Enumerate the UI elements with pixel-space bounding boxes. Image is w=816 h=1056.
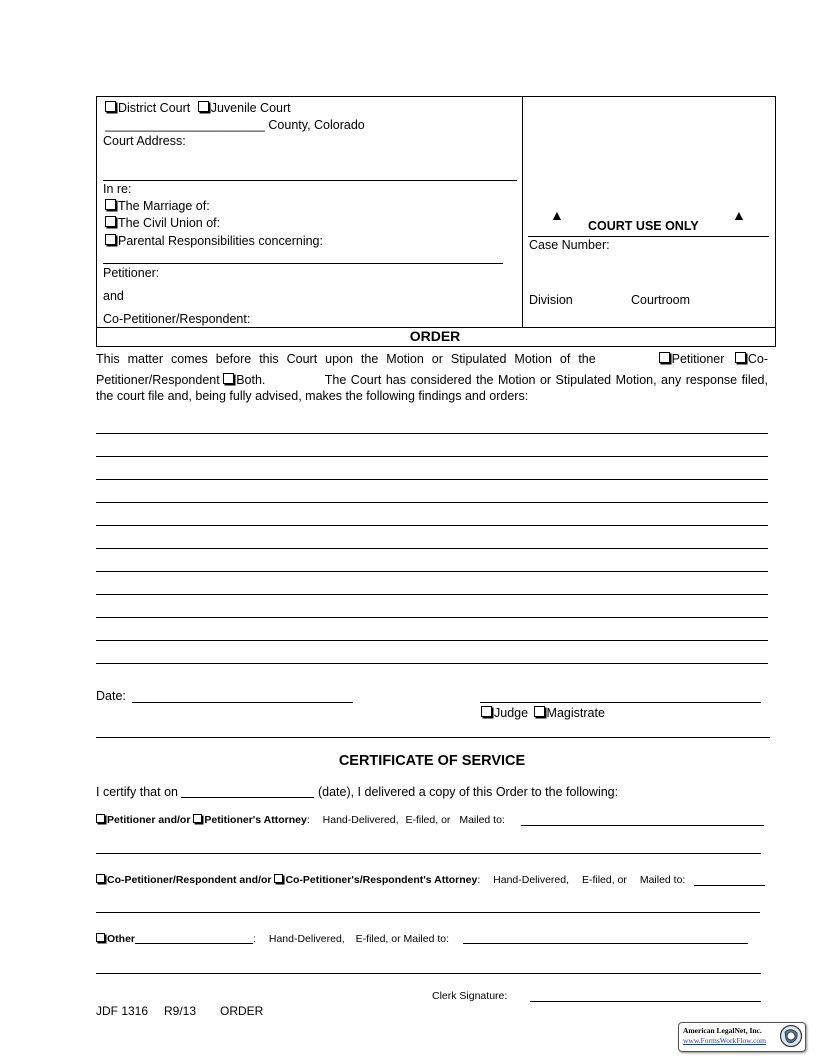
co-petitioner-attorney-checkbox[interactable] bbox=[274, 874, 283, 883]
findings-line[interactable] bbox=[96, 548, 768, 549]
row3-efiled: E-filed, or bbox=[355, 933, 401, 945]
judge-checkbox[interactable] bbox=[481, 706, 492, 717]
petitioner-option: Petitioner bbox=[671, 352, 725, 366]
juvenile-court-checkbox[interactable] bbox=[198, 101, 209, 112]
order-considered-text: The Court has considered the Motion or Stipulated Motion, any response filed, bbox=[324, 373, 768, 387]
judge-label: Judge bbox=[494, 706, 529, 720]
logo-line-1: American LegalNet, Inc. bbox=[683, 1026, 762, 1035]
row2-mailed: Mailed to: bbox=[639, 874, 686, 886]
other-service-label: Other bbox=[107, 933, 136, 945]
row2-hand-delivered: Hand-Delivered, bbox=[493, 874, 570, 886]
row3-hand-delivered: Hand-Delivered, bbox=[268, 933, 345, 945]
county-suffix: County, Colorado bbox=[268, 118, 365, 132]
in-re-label: In re: bbox=[103, 182, 132, 196]
certify-row bbox=[96, 785, 618, 800]
row1-mailed-line[interactable] bbox=[521, 825, 764, 826]
party-name-line[interactable] bbox=[103, 263, 503, 264]
certify-date-blank[interactable] bbox=[181, 786, 314, 798]
order-party-choices bbox=[659, 352, 768, 367]
row1-hand-delivered: Hand-Delivered, bbox=[322, 814, 399, 826]
parental-label: Parental Responsibilities concerning: bbox=[118, 234, 323, 248]
row2-efiled: E-filed, or bbox=[581, 874, 627, 886]
form-name: ORDER bbox=[220, 1004, 264, 1018]
civil-union-checkbox[interactable] bbox=[105, 216, 116, 227]
co-respondent-option: Petitioner/Respondent bbox=[96, 373, 220, 387]
both-checkbox[interactable] bbox=[223, 373, 234, 384]
both-option: Both. bbox=[236, 373, 266, 387]
caption-divider bbox=[522, 96, 523, 327]
co-petitioner-attorney-label: Co-Petitioner's/Respondent's Attorney bbox=[285, 874, 478, 886]
form-revision: R9/13 bbox=[164, 1004, 197, 1018]
service-row-co-petitioner: Co-Petitioner/Respondent and/or Co-Petitioner's/Respondent's Attorney: Hand-Delivered, E-filed, or Mailed to: bbox=[96, 873, 685, 888]
petitioner-checkbox[interactable] bbox=[659, 352, 670, 363]
magistrate-label: Magistrate bbox=[546, 706, 605, 720]
left-arrow-icon: ▲ bbox=[550, 207, 564, 223]
legalnet-logo[interactable] bbox=[678, 1022, 806, 1052]
row3-address-line[interactable] bbox=[96, 973, 761, 974]
magistrate-checkbox[interactable] bbox=[534, 706, 545, 717]
courtroom-label: Courtroom bbox=[631, 293, 691, 307]
findings-line[interactable] bbox=[96, 433, 768, 434]
court-address-label: Court Address: bbox=[103, 134, 186, 148]
findings-line[interactable] bbox=[96, 502, 768, 503]
findings-line[interactable] bbox=[96, 571, 768, 572]
findings-line[interactable] bbox=[96, 594, 768, 595]
judge-magistrate-row bbox=[481, 706, 605, 721]
co-petitioner-service-checkbox[interactable] bbox=[96, 874, 105, 883]
case-number-label: Case Number: bbox=[529, 238, 610, 252]
court-use-only: COURT USE ONLY bbox=[588, 219, 699, 233]
findings-line[interactable] bbox=[96, 456, 768, 457]
co-petitioner-checkbox[interactable] bbox=[735, 352, 746, 363]
certificate-title: CERTIFICATE OF SERVICE bbox=[338, 753, 526, 769]
co-petitioner-label: Co-Petitioner/Respondent: bbox=[103, 312, 251, 326]
order-party-cont bbox=[96, 373, 265, 388]
form-id: JDF 1316 bbox=[96, 1004, 149, 1018]
petitioner-attorney-label: Petitioner's Attorney bbox=[204, 814, 307, 826]
and-label: and bbox=[103, 289, 124, 303]
globe-icon bbox=[779, 1024, 803, 1048]
co-option: Co- bbox=[747, 352, 768, 366]
marriage-checkbox[interactable] bbox=[105, 199, 116, 210]
clerk-signature-line[interactable] bbox=[530, 1001, 761, 1002]
service-row-petitioner: Petitioner and/or Petitioner's Attorney: Hand-Delivered, E-filed, or Mailed to: bbox=[96, 813, 505, 828]
order-line-3: the court file and, being fully advised, makes the following findings and orders: bbox=[96, 389, 529, 403]
court-type-row bbox=[105, 101, 291, 116]
section-divider bbox=[96, 737, 770, 738]
county-blank[interactable]: _______________________ bbox=[105, 118, 265, 132]
other-service-checkbox[interactable] bbox=[96, 933, 105, 942]
service-row-other: Other : Hand-Delivered, E-filed, or Mailed to: bbox=[96, 932, 449, 947]
order-title: ORDER bbox=[409, 328, 461, 344]
logo-line-2[interactable]: www.FormsWorkFlow.com bbox=[683, 1036, 767, 1045]
parental-row bbox=[105, 234, 323, 249]
judge-signature-line[interactable] bbox=[480, 702, 761, 703]
row3-mailed-line[interactable] bbox=[463, 943, 748, 944]
row3-mailed: Mailed to: bbox=[403, 933, 450, 945]
division-label: Division bbox=[529, 293, 573, 307]
other-name-blank[interactable] bbox=[135, 932, 253, 944]
court-use-line bbox=[528, 236, 769, 237]
certify-pre: I certify that on bbox=[96, 785, 178, 799]
findings-line[interactable] bbox=[96, 525, 768, 526]
order-line-1 bbox=[96, 352, 768, 367]
date-line[interactable] bbox=[132, 702, 353, 703]
parental-checkbox[interactable] bbox=[105, 234, 116, 245]
row2-mailed-line[interactable] bbox=[694, 885, 765, 886]
order-line-2 bbox=[96, 373, 768, 388]
findings-line[interactable] bbox=[96, 640, 768, 641]
marriage-label: The Marriage of: bbox=[118, 199, 210, 213]
row1-address-line[interactable] bbox=[96, 853, 761, 854]
findings-line[interactable] bbox=[96, 663, 768, 664]
juvenile-court-label: Juvenile Court bbox=[210, 101, 291, 115]
date-label: Date: bbox=[96, 689, 126, 703]
petitioner-label: Petitioner: bbox=[103, 266, 160, 280]
court-address-line[interactable] bbox=[103, 180, 517, 181]
certify-post: (date), I delivered a copy of this Order to the following: bbox=[317, 785, 619, 799]
civil-union-row bbox=[105, 216, 220, 231]
county-row bbox=[105, 118, 365, 133]
civil-union-label: The Civil Union of: bbox=[118, 216, 221, 230]
district-court-checkbox[interactable] bbox=[105, 101, 116, 112]
row1-efiled: E-filed, or bbox=[405, 814, 451, 826]
petitioner-attorney-checkbox[interactable] bbox=[193, 814, 202, 823]
district-court-label: District Court bbox=[118, 101, 191, 115]
findings-line[interactable] bbox=[96, 479, 768, 480]
row2-address-line[interactable] bbox=[96, 912, 760, 913]
co-petitioner-service-label: Co-Petitioner/Respondent and/or bbox=[107, 874, 272, 886]
petitioner-service-checkbox[interactable] bbox=[96, 814, 105, 823]
order-intro-text: This matter comes before this Court upon the Motion or Stipulated Motion of the bbox=[96, 352, 596, 366]
row1-mailed: Mailed to: bbox=[459, 814, 505, 826]
marriage-row bbox=[105, 199, 210, 214]
petitioner-service-label: Petitioner and/or bbox=[107, 814, 191, 826]
findings-line[interactable] bbox=[96, 617, 768, 618]
clerk-signature-label: Clerk Signature: bbox=[432, 990, 508, 1002]
right-arrow-icon: ▲ bbox=[732, 207, 746, 223]
